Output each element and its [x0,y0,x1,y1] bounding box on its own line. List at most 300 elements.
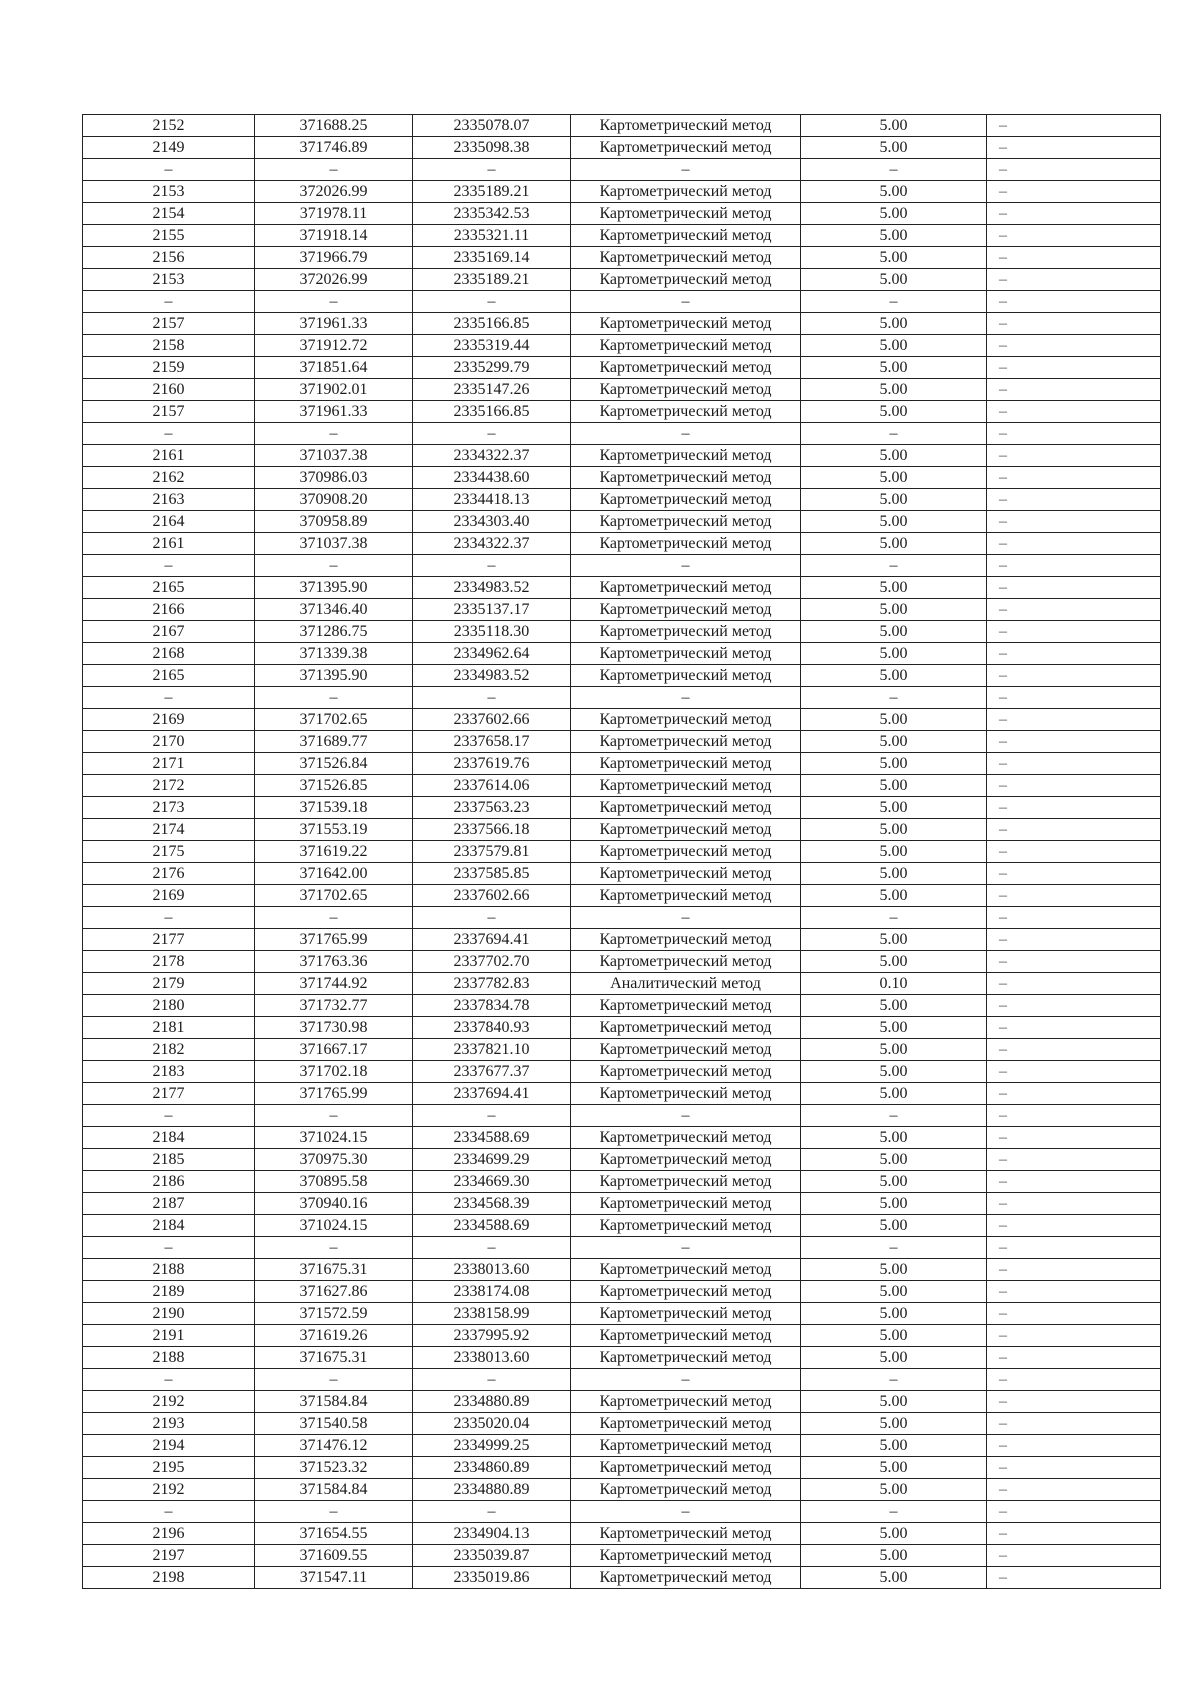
description-cell: – [987,929,1161,951]
x-coordinate-cell: 371675.31 [255,1259,413,1281]
method-cell: Картометрический метод [571,137,801,159]
accuracy-cell: 5.00 [801,1215,987,1237]
accuracy-cell: 5.00 [801,1039,987,1061]
table-row [83,247,1161,269]
method-cell: Картометрический метод [571,1545,801,1567]
table-row [83,1413,1161,1435]
accuracy-cell: 5.00 [801,445,987,467]
point-number-cell: 2181 [83,1017,255,1039]
accuracy-cell: 5.00 [801,203,987,225]
method-cell: Картометрический метод [571,313,801,335]
table-row [83,1193,1161,1215]
table-row [83,401,1161,423]
accuracy-cell: 5.00 [801,269,987,291]
table-row [83,1435,1161,1457]
y-coordinate-cell: 2334880.89 [413,1391,571,1413]
y-coordinate-cell: 2335299.79 [413,357,571,379]
description-cell: – [987,621,1161,643]
table-row [83,1545,1161,1567]
x-coordinate-cell: 371526.84 [255,753,413,775]
table-row [83,1039,1161,1061]
description-cell: – [987,181,1161,203]
accuracy-cell: 5.00 [801,709,987,731]
point-number-cell: 2195 [83,1457,255,1479]
accuracy-cell: 5.00 [801,1259,987,1281]
accuracy-cell: 5.00 [801,357,987,379]
point-number-cell: 2180 [83,995,255,1017]
x-coordinate-cell: 371540.58 [255,1413,413,1435]
point-number-cell: – [83,687,255,709]
x-coordinate-cell: 371539.18 [255,797,413,819]
x-coordinate-cell: 371746.89 [255,137,413,159]
accuracy-cell: 5.00 [801,1523,987,1545]
point-number-cell: 2164 [83,511,255,533]
description-cell: – [987,511,1161,533]
y-coordinate-cell: 2335137.17 [413,599,571,621]
accuracy-cell: 5.00 [801,885,987,907]
x-coordinate-cell: 371395.90 [255,665,413,687]
description-cell: – [987,1105,1161,1127]
point-number-cell: 2165 [83,577,255,599]
accuracy-cell: 5.00 [801,929,987,951]
table-row [83,225,1161,247]
method-cell: – [571,1369,801,1391]
method-cell: Картометрический метод [571,1061,801,1083]
table-row [83,1303,1161,1325]
description-cell: – [987,423,1161,445]
table-row [83,1501,1161,1523]
table-row [83,1127,1161,1149]
point-number-cell: 2167 [83,621,255,643]
point-number-cell: 2185 [83,1149,255,1171]
method-cell: Картометрический метод [571,225,801,247]
method-cell: Картометрический метод [571,1083,801,1105]
y-coordinate-cell: 2334860.89 [413,1457,571,1479]
method-cell: Картометрический метод [571,1017,801,1039]
y-coordinate-cell: 2337834.78 [413,995,571,1017]
y-coordinate-cell: 2337614.06 [413,775,571,797]
method-cell: Картометрический метод [571,1325,801,1347]
x-coordinate-cell: 371918.14 [255,225,413,247]
x-coordinate-cell: 371523.32 [255,1457,413,1479]
point-number-cell: 2170 [83,731,255,753]
accuracy-cell: – [801,1237,987,1259]
table-row [83,1325,1161,1347]
table-row [83,885,1161,907]
accuracy-cell: – [801,1105,987,1127]
y-coordinate-cell: 2335098.38 [413,137,571,159]
accuracy-cell: 5.00 [801,225,987,247]
accuracy-cell: 5.00 [801,1127,987,1149]
x-coordinate-cell: 370908.20 [255,489,413,511]
method-cell: Картометрический метод [571,489,801,511]
description-cell: – [987,907,1161,929]
point-number-cell: 2190 [83,1303,255,1325]
method-cell: Картометрический метод [571,577,801,599]
description-cell: – [987,489,1161,511]
method-cell: – [571,423,801,445]
description-cell: – [987,1457,1161,1479]
table-row [83,1347,1161,1369]
accuracy-cell: 5.00 [801,731,987,753]
method-cell: – [571,1105,801,1127]
description-cell: – [987,1479,1161,1501]
x-coordinate-cell: 371627.86 [255,1281,413,1303]
x-coordinate-cell: 371688.25 [255,115,413,137]
accuracy-cell: – [801,159,987,181]
accuracy-cell: 5.00 [801,511,987,533]
method-cell: Картометрический метод [571,665,801,687]
description-cell: – [987,115,1161,137]
accuracy-cell: 5.00 [801,863,987,885]
coordinates-table-body [83,115,1161,1589]
point-number-cell: 2168 [83,643,255,665]
x-coordinate-cell: 371642.00 [255,863,413,885]
point-number-cell: 2155 [83,225,255,247]
table-row [83,797,1161,819]
table-row [83,1567,1161,1589]
method-cell: Картометрический метод [571,819,801,841]
point-number-cell: 2157 [83,401,255,423]
point-number-cell: 2162 [83,467,255,489]
y-coordinate-cell: 2338158.99 [413,1303,571,1325]
y-coordinate-cell: 2337840.93 [413,1017,571,1039]
accuracy-cell: 5.00 [801,1567,987,1589]
accuracy-cell: 5.00 [801,1303,987,1325]
y-coordinate-cell: 2334588.69 [413,1215,571,1237]
y-coordinate-cell: 2334880.89 [413,1479,571,1501]
x-coordinate-cell: 371702.65 [255,885,413,907]
point-number-cell: 2161 [83,533,255,555]
table-row [83,1215,1161,1237]
x-coordinate-cell: – [255,1369,413,1391]
x-coordinate-cell: – [255,687,413,709]
x-coordinate-cell: – [255,1105,413,1127]
table-row [83,423,1161,445]
table-row [83,1391,1161,1413]
y-coordinate-cell: – [413,687,571,709]
description-cell: – [987,1237,1161,1259]
point-number-cell: 2163 [83,489,255,511]
method-cell: Картометрический метод [571,753,801,775]
point-number-cell: 2198 [83,1567,255,1589]
accuracy-cell: 5.00 [801,951,987,973]
accuracy-cell: 5.00 [801,1391,987,1413]
accuracy-cell: 5.00 [801,335,987,357]
accuracy-cell: 5.00 [801,181,987,203]
description-cell: – [987,1523,1161,1545]
accuracy-cell: 5.00 [801,753,987,775]
x-coordinate-cell: 370986.03 [255,467,413,489]
table-row [83,533,1161,555]
method-cell: – [571,687,801,709]
table-row [83,555,1161,577]
point-number-cell: 2186 [83,1171,255,1193]
point-number-cell: 2152 [83,115,255,137]
table-row [83,1083,1161,1105]
accuracy-cell: – [801,423,987,445]
table-row [83,357,1161,379]
point-number-cell: 2189 [83,1281,255,1303]
method-cell: Картометрический метод [571,247,801,269]
method-cell: Картометрический метод [571,1127,801,1149]
description-cell: – [987,841,1161,863]
table-row [83,1237,1161,1259]
coordinates-table [82,114,1161,1589]
method-cell: Картометрический метод [571,995,801,1017]
description-cell: – [987,137,1161,159]
description-cell: – [987,379,1161,401]
method-cell: Картометрический метод [571,775,801,797]
accuracy-cell: 5.00 [801,841,987,863]
x-coordinate-cell: 371553.19 [255,819,413,841]
table-row [83,1457,1161,1479]
description-cell: – [987,1303,1161,1325]
table-row [83,1061,1161,1083]
point-number-cell: 2183 [83,1061,255,1083]
y-coordinate-cell: 2335189.21 [413,181,571,203]
accuracy-cell: 5.00 [801,1435,987,1457]
accuracy-cell: 5.00 [801,533,987,555]
x-coordinate-cell: 371912.72 [255,335,413,357]
description-cell: – [987,247,1161,269]
description-cell: – [987,995,1161,1017]
description-cell: – [987,1017,1161,1039]
method-cell: – [571,291,801,313]
accuracy-cell: 5.00 [801,467,987,489]
accuracy-cell: 5.00 [801,1347,987,1369]
description-cell: – [987,709,1161,731]
method-cell: Картометрический метод [571,357,801,379]
point-number-cell: 2187 [83,1193,255,1215]
x-coordinate-cell: 370958.89 [255,511,413,533]
accuracy-cell: 5.00 [801,1149,987,1171]
accuracy-cell: 5.00 [801,1061,987,1083]
x-coordinate-cell: 371961.33 [255,313,413,335]
description-cell: – [987,1215,1161,1237]
x-coordinate-cell: – [255,291,413,313]
y-coordinate-cell: 2335189.21 [413,269,571,291]
y-coordinate-cell: 2334699.29 [413,1149,571,1171]
x-coordinate-cell: 371744.92 [255,973,413,995]
method-cell: Картометрический метод [571,599,801,621]
accuracy-cell: 5.00 [801,1083,987,1105]
point-number-cell: 2169 [83,709,255,731]
x-coordinate-cell: 372026.99 [255,181,413,203]
accuracy-cell: 5.00 [801,1479,987,1501]
method-cell: Картометрический метод [571,1523,801,1545]
x-coordinate-cell: 371763.36 [255,951,413,973]
method-cell: Картометрический метод [571,731,801,753]
table-row [83,863,1161,885]
accuracy-cell: 5.00 [801,621,987,643]
point-number-cell: 2172 [83,775,255,797]
accuracy-cell: – [801,1369,987,1391]
accuracy-cell: – [801,555,987,577]
x-coordinate-cell: 371765.99 [255,929,413,951]
x-coordinate-cell: 371037.38 [255,445,413,467]
accuracy-cell: 5.00 [801,137,987,159]
table-row [83,181,1161,203]
x-coordinate-cell: – [255,1501,413,1523]
y-coordinate-cell: 2335169.14 [413,247,571,269]
table-row [83,775,1161,797]
y-coordinate-cell: 2337821.10 [413,1039,571,1061]
x-coordinate-cell: – [255,555,413,577]
y-coordinate-cell: – [413,1105,571,1127]
x-coordinate-cell: 371584.84 [255,1391,413,1413]
method-cell: Картометрический метод [571,1303,801,1325]
method-cell: Аналитический метод [571,973,801,995]
point-number-cell: 2176 [83,863,255,885]
point-number-cell: – [83,1369,255,1391]
description-cell: – [987,269,1161,291]
y-coordinate-cell: – [413,159,571,181]
x-coordinate-cell: – [255,907,413,929]
description-cell: – [987,1193,1161,1215]
table-row [83,115,1161,137]
y-coordinate-cell: 2335147.26 [413,379,571,401]
y-coordinate-cell: 2335078.07 [413,115,571,137]
description-cell: – [987,225,1161,247]
y-coordinate-cell: 2335319.44 [413,335,571,357]
description-cell: – [987,599,1161,621]
point-number-cell: 2173 [83,797,255,819]
table-row [83,753,1161,775]
point-number-cell: 2178 [83,951,255,973]
y-coordinate-cell: 2337658.17 [413,731,571,753]
accuracy-cell: 0.10 [801,973,987,995]
point-number-cell: 2175 [83,841,255,863]
y-coordinate-cell: – [413,1369,571,1391]
method-cell: Картометрический метод [571,1567,801,1589]
description-cell: – [987,885,1161,907]
accuracy-cell: 5.00 [801,1193,987,1215]
point-number-cell: 2184 [83,1215,255,1237]
accuracy-cell: 5.00 [801,1325,987,1347]
description-cell: – [987,1413,1161,1435]
x-coordinate-cell: 371339.38 [255,643,413,665]
y-coordinate-cell: – [413,1501,571,1523]
y-coordinate-cell: 2334322.37 [413,445,571,467]
accuracy-cell: 5.00 [801,1545,987,1567]
description-cell: – [987,819,1161,841]
table-row [83,1479,1161,1501]
accuracy-cell: – [801,1501,987,1523]
x-coordinate-cell: 371024.15 [255,1127,413,1149]
table-row [83,1281,1161,1303]
y-coordinate-cell: 2338174.08 [413,1281,571,1303]
method-cell: Картометрический метод [571,1391,801,1413]
description-cell: – [987,687,1161,709]
description-cell: – [987,159,1161,181]
point-number-cell: – [83,1501,255,1523]
table-row [83,643,1161,665]
x-coordinate-cell: 371584.84 [255,1479,413,1501]
accuracy-cell: 5.00 [801,775,987,797]
table-row [83,1017,1161,1039]
method-cell: Картометрический метод [571,1435,801,1457]
table-row [83,995,1161,1017]
method-cell: Картометрический метод [571,1347,801,1369]
description-cell: – [987,1083,1161,1105]
y-coordinate-cell: 2337995.92 [413,1325,571,1347]
accuracy-cell: 5.00 [801,995,987,1017]
description-cell: – [987,203,1161,225]
y-coordinate-cell: 2334983.52 [413,665,571,687]
table-row [83,577,1161,599]
document-page [82,114,1160,1589]
accuracy-cell: 5.00 [801,489,987,511]
description-cell: – [987,775,1161,797]
description-cell: – [987,863,1161,885]
table-row [83,203,1161,225]
y-coordinate-cell: 2334999.25 [413,1435,571,1457]
x-coordinate-cell: 371547.11 [255,1567,413,1589]
point-number-cell: 2179 [83,973,255,995]
point-number-cell: 2177 [83,1083,255,1105]
description-cell: – [987,357,1161,379]
description-cell: – [987,665,1161,687]
method-cell: Картометрический метод [571,1457,801,1479]
table-row [83,511,1161,533]
table-row [83,1369,1161,1391]
accuracy-cell: – [801,687,987,709]
point-number-cell: 2160 [83,379,255,401]
table-row [83,599,1161,621]
accuracy-cell: 5.00 [801,1017,987,1039]
y-coordinate-cell: 2338013.60 [413,1259,571,1281]
accuracy-cell: – [801,291,987,313]
table-row [83,621,1161,643]
point-number-cell: 2194 [83,1435,255,1457]
table-row [83,973,1161,995]
method-cell: Картометрический метод [571,951,801,973]
table-row [83,819,1161,841]
point-number-cell: 2188 [83,1259,255,1281]
point-number-cell: 2165 [83,665,255,687]
table-row [83,731,1161,753]
description-cell: – [987,1061,1161,1083]
accuracy-cell: 5.00 [801,599,987,621]
point-number-cell: 2159 [83,357,255,379]
method-cell: Картометрический метод [571,115,801,137]
point-number-cell: 2191 [83,1325,255,1347]
table-row [83,709,1161,731]
x-coordinate-cell: 371689.77 [255,731,413,753]
point-number-cell: 2154 [83,203,255,225]
table-row [83,445,1161,467]
table-row [83,665,1161,687]
method-cell: – [571,1237,801,1259]
table-row [83,137,1161,159]
table-row [83,467,1161,489]
description-cell: – [987,1369,1161,1391]
point-number-cell: 2171 [83,753,255,775]
accuracy-cell: 5.00 [801,247,987,269]
y-coordinate-cell: 2337579.81 [413,841,571,863]
y-coordinate-cell: 2337694.41 [413,1083,571,1105]
point-number-cell: 2156 [83,247,255,269]
description-cell: – [987,1545,1161,1567]
y-coordinate-cell: 2337782.83 [413,973,571,995]
y-coordinate-cell: 2338013.60 [413,1347,571,1369]
method-cell: Картометрический метод [571,203,801,225]
description-cell: – [987,401,1161,423]
description-cell: – [987,973,1161,995]
x-coordinate-cell: 371702.65 [255,709,413,731]
y-coordinate-cell: 2334303.40 [413,511,571,533]
